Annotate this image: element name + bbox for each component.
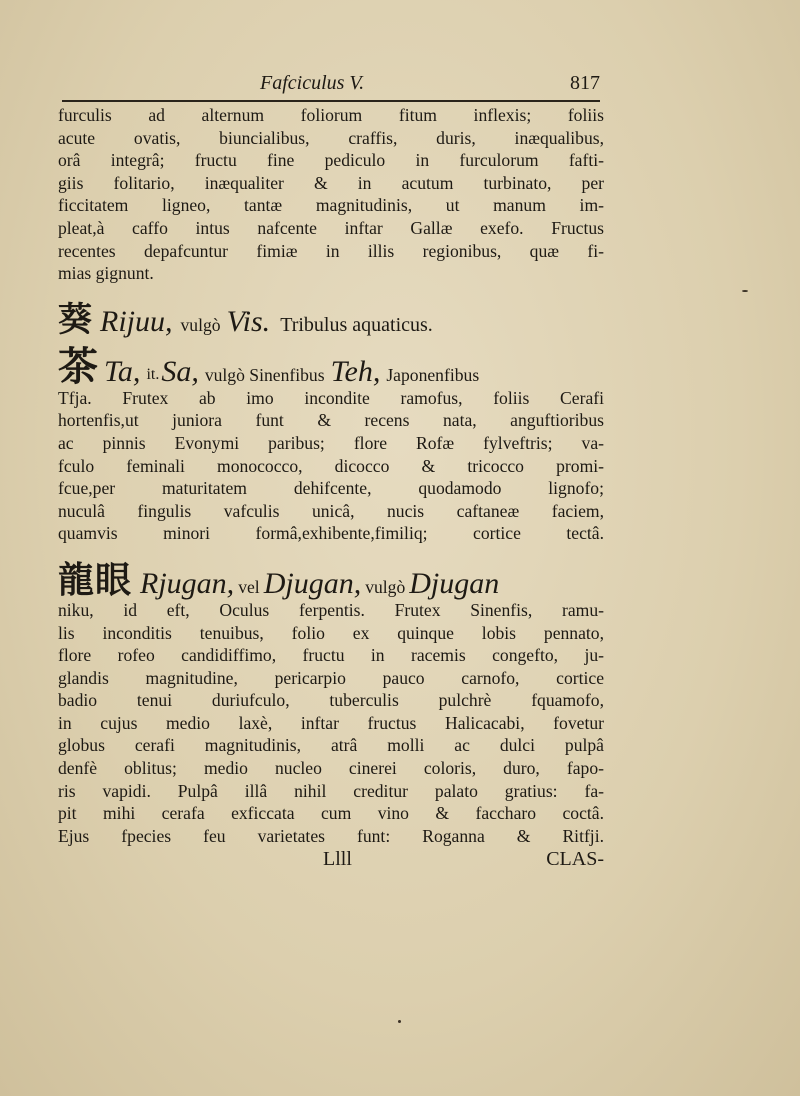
vulgo-label: vulgò bbox=[365, 577, 406, 598]
entry-name: Ta, bbox=[104, 354, 141, 388]
text-line: pleat,à caffo intus nafcente inftar Gallæ exefo. Fructus bbox=[58, 217, 604, 238]
chinese-name: Teh, bbox=[330, 354, 381, 388]
text-line: lis inconditis tenuibus, folio ex quinque lobis pennato, bbox=[58, 622, 604, 643]
item-label: it. bbox=[146, 366, 160, 384]
entry-rijuu bbox=[58, 293, 604, 340]
page-number: 817 bbox=[570, 72, 600, 94]
alt-name: Djugan, bbox=[263, 566, 362, 600]
text-line: fcue,per maturitatem dehifcente, quodamodo lignofo; bbox=[58, 478, 604, 499]
text-line: ficcitatem ligneo, tantæ magnitudinis, ut manum im- bbox=[58, 195, 604, 216]
chinese-characters: 龍眼 bbox=[58, 559, 133, 601]
japanese-label: Japonenfibus bbox=[386, 365, 480, 386]
entry-name: Rijuu, bbox=[100, 304, 173, 338]
text-line: nuculâ fingulis vafculis unicâ, nucis caftaneæ faciem, bbox=[58, 500, 604, 521]
text-line: orâ integrâ; fructu fine pediculo in furculorum fafti- bbox=[58, 150, 604, 171]
text-line: ac pinnis Evonymi paribus; flore Rofæ fylveftris; va- bbox=[58, 432, 604, 453]
entry-ta bbox=[58, 343, 604, 390]
text-line: denfè oblitus; medio nucleo cinerei coloris, duro, fapo- bbox=[58, 758, 604, 779]
text-line: niku, id eft, Oculus ferpentis. Frutex Sinenfis, ramu- bbox=[58, 599, 604, 620]
page-header bbox=[60, 72, 600, 100]
text-line: ris vapidi. Pulpâ illâ nihil creditur palato gratius: fa- bbox=[58, 780, 604, 801]
text-line: furculis ad alternum foliorum fitum inflexis; foliis bbox=[58, 105, 604, 125]
text-line: in cujus medio laxè, inftar fructus Halicacabi, fovetur bbox=[58, 712, 604, 733]
text-line: globus cerafi magnitudinis, atrâ molli ac dulci pulpâ bbox=[58, 735, 604, 756]
catchword: CLAS- bbox=[546, 848, 604, 870]
entry-rjugan-text bbox=[58, 599, 604, 848]
signature-mark: Llll bbox=[323, 848, 352, 870]
text-line: glandis magnitudine, pericarpio pauco carnofo, cortice bbox=[58, 667, 604, 688]
text-line: recentes depafcuntur fimiæ in illis regionibus, quæ fi- bbox=[58, 240, 604, 261]
ink-spot bbox=[742, 290, 748, 292]
vulgar-name: Djugan bbox=[409, 566, 500, 600]
text-line: fculo feminali monococco, dicocco & tricocco promi- bbox=[58, 455, 604, 476]
chinese-character: 茶 bbox=[58, 343, 98, 390]
header-rule bbox=[62, 100, 600, 102]
text-line: Ejus fpecies feu varietates funt: Roganna & Ritfji. bbox=[58, 825, 604, 846]
vulgo-label: vulgò Sinenfibus bbox=[204, 365, 325, 386]
running-title: Fafciculus V. bbox=[260, 72, 365, 94]
chinese-character: 葵 bbox=[58, 299, 92, 340]
text-line: quamvis minori formâ,exhibente,fimiliq; cortice tectâ. bbox=[58, 523, 604, 544]
text-line: hortenfis,ut juniora funt & recens nata, anguftioribus bbox=[58, 410, 604, 431]
paragraph-continuation bbox=[58, 104, 604, 285]
page-body bbox=[58, 104, 604, 847]
ink-spot bbox=[398, 1020, 401, 1023]
vulgar-name: Vis. bbox=[226, 304, 271, 338]
vel-label: vel bbox=[238, 577, 260, 598]
page-footer bbox=[58, 848, 604, 878]
text-line: badio tenui duriufculo, tuberculis pulchrè fquamofo, bbox=[58, 690, 604, 711]
text-line: Tfja. Frutex ab imo incondite ramofus, foliis Cerafi bbox=[58, 387, 604, 408]
entry-name: Rjugan, bbox=[140, 566, 235, 600]
entry-description: Tribulus aquaticus. bbox=[280, 314, 433, 337]
text-line: pit mihi cerafa exficcata cum vino & faccharo coctâ. bbox=[58, 803, 604, 824]
text-line: flore rofeo candidiffimo, fructu in racemis congefto, ju- bbox=[58, 645, 604, 666]
alt-name: Sa, bbox=[161, 354, 199, 388]
text-line: giis folitario, inæqualiter & in acutum turbinato, per bbox=[58, 172, 604, 193]
vulgo-label: vulgò bbox=[180, 315, 221, 336]
entry-ta-text bbox=[58, 387, 604, 545]
entry-rjugan bbox=[58, 555, 604, 599]
text-line: mias gignunt. bbox=[58, 263, 154, 284]
text-line: acute ovatis, biuncialibus, craffis, duris, inæqualibus, bbox=[58, 127, 604, 148]
